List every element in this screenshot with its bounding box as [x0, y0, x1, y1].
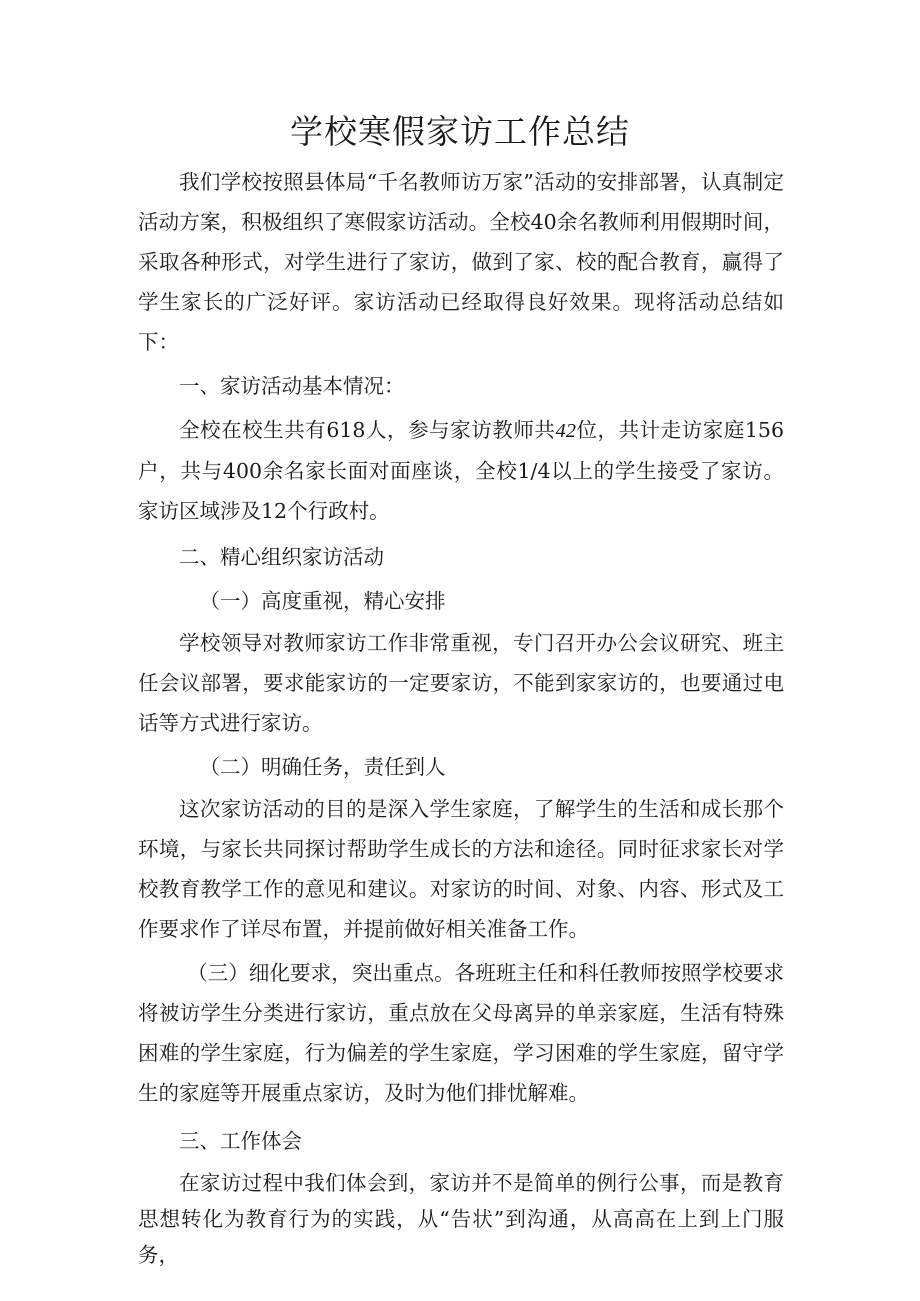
subsection-1-paragraph: 学校领导对教师家访工作非常重视，专门召开办公会议研究、班主任会议部署，要求能家访的一定要家访，不能到家家访的，也要通过电话等方式进行家访。 — [138, 631, 784, 735]
section-1-paragraph — [138, 410, 784, 531]
section-3-heading: 三、工作体会 — [179, 1129, 302, 1153]
section-1-text-after: 位，共计走访家庭156户，共与400余名家长面对面座谈，全校1/4以上的学生接受了家访。家访区域涉及12个行政村。 — [138, 418, 784, 523]
document-title: 学校寒假家访工作总结 — [290, 112, 630, 151]
section-1-text-before: 全校在校生共有618人，参与家访教师共 — [179, 418, 556, 442]
document-body — [138, 162, 784, 1273]
subsection-2-heading: （二）明确任务，责任到人 — [199, 755, 446, 779]
teacher-count: 42 — [555, 420, 576, 442]
subsection-2-paragraph: 这次家访活动的目的是深入学生家庭，了解学生的生活和成长那个环境，与家长共同探讨帮助学生成长的方法和途径。同时征求家长对学校教育教学工作的意见和建议。对家访的时间、对象、内容、形式及工作要求作了详尽布置，并提前做好相关准备工作。 — [138, 797, 784, 941]
intro-paragraph: 我们学校按照县体局“千名教师访万家”活动的安排部署，认真制定活动方案，积极组织了寒假家访活动。全校40余名教师利用假期时间，采取各种形式，对学生进行了家访，做到了家、校的配合教育，赢得了学生家长的广泛好评。家访活动已经取得良好效果。现将活动总结如下： — [138, 170, 784, 354]
section-1-heading: 一、家访活动基本情况： — [179, 374, 405, 398]
section-2-heading: 二、精心组织家访活动 — [179, 545, 384, 569]
subsection-3-paragraph: （三）细化要求，突出重点。各班班主任和科任教师按照学校要求将被访学生分类进行家访，重点放在父母离异的单亲家庭，生活有特殊困难的学生家庭，行为偏差的学生家庭，学习困难的学生家庭，留守学生的家庭等开展重点家访，及时为他们排忧解难。 — [138, 961, 784, 1105]
section-3-paragraph: 在家访过程中我们体会到，家访并不是简单的例行公事，而是教育思想转化为教育行为的实践，从“告状”到沟通，从高高在上到上门服务， — [138, 1171, 784, 1267]
subsection-1-heading: （一）高度重视，精心安排 — [199, 589, 446, 613]
